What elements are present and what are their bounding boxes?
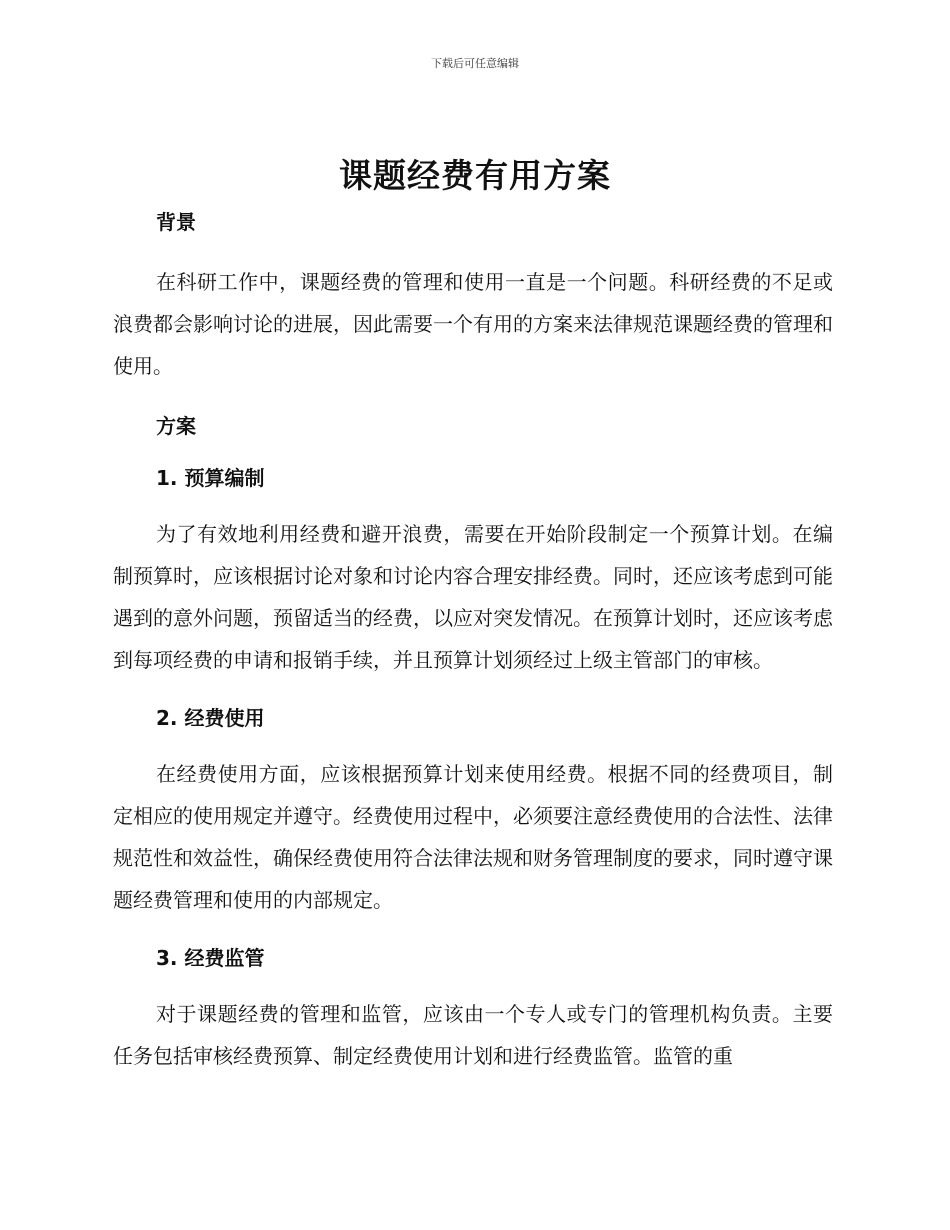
document-title: 课题经费有用方案: [339, 156, 611, 195]
subsection-heading-budget: 1. 预算编制: [156, 466, 265, 490]
section-heading-background: 背景: [156, 210, 196, 234]
supervision-paragraph: 对于课题经费的管理和监管，应该由一个专人或专门的管理机构负责。主要任务包括审核经费预算、制定经费使用计划和进行经费监管。监管的重: [113, 1002, 833, 1068]
header-note: 下载后可任意编辑: [431, 57, 519, 70]
usage-paragraph: 在经费使用方面，应该根据预算计划来使用经费。根据不同的经费项目，制定相应的使用规定并遵守。经费使用过程中，必须要注意经费使用的合法性、法律规范性和效益性，确保经费使用符合法律法规和财务管理制度的要求，同时遵守课题经费管理和使用的内部规定。: [113, 762, 833, 912]
subsection-heading-supervision: 3. 经费监管: [156, 946, 265, 970]
budget-paragraph: 为了有效地利用经费和避开浪费，需要在开始阶段制定一个预算计划。在编制预算时，应该根据讨论对象和讨论内容合理安排经费。同时，还应该考虑到可能遇到的意外问题，预留适当的经费，以应对突发情况。在预算计划时，还应该考虑到每项经费的申请和报销手续，并且预算计划须经过上级主管部门的审核。: [113, 522, 833, 672]
background-paragraph: 在科研工作中，课题经费的管理和使用一直是一个问题。科研经费的不足或浪费都会影响讨论的进展，因此需要一个有用的方案来法律规范课题经费的管理和使用。: [113, 270, 833, 378]
subsection-heading-usage: 2. 经费使用: [156, 706, 265, 730]
document-body: [113, 203, 833, 1077]
section-heading-plan: 方案: [156, 414, 196, 438]
